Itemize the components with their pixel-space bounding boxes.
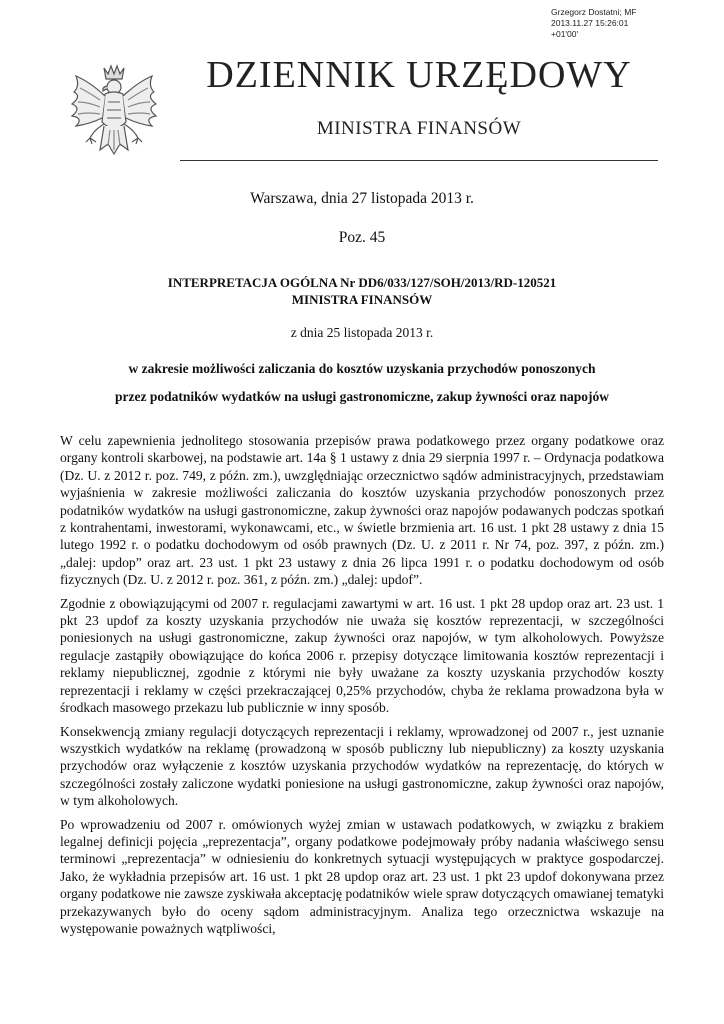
interpretation-date: z dnia 25 listopada 2013 r. [290, 325, 434, 340]
subject-line-2: przez podatników wydatków na usługi gastronomiczne, zakup żywności oraz napojów [114, 389, 610, 404]
body-paragraph: Zgodnie z obowiązującymi od 2007 r. regulacjami zawartymi w art. 16 ust. 1 pkt 28 updop oraz art. 23 ust. 1 pkt 23 updof za koszty uzyskania przychodów nie uważa się kosztów reprezentacji, w szczególności poniesionych na usługi gastronomiczne, zakup żywności oraz napojów, w tym alkoholowych. Powyższe regulacje zastąpiły obowiązujące do końca 2006 r. przepisy dotyczące limitowania kosztów reprezentacji i reklamy niepublicznej, zgodnie z którymi nie były uważane za koszty uzyskania przychodów koszty reprezentacji i reklamy w części przekraczającej 0,25% przychodów, chyba że reklama prowadzona była w środkach masowego przekazu lub publicznie w inny sposób. [60, 595, 664, 716]
body-paragraph: W celu zapewnienia jednolitego stosowania przepisów prawa podatkowego przez organy podatkowe oraz organy kontroli skarbowej, na podstawie art. 14a § 1 ustawy z dnia 29 sierpnia 1997 r. – Ordynacja podatkowa (Dz. U. z 2012 r. poz. 749, z późn. zm.), uwzględniając orzecznictwo sądów administracyjnych, przedstawiam wyjaśnienia w zakresie możliwości zaliczania do kosztów uzyskania przychodów ponoszonych przez podatników wydatków na usługi gastronomiczne, zakup żywności oraz napojów podawanych podczas spotkań z kontrahentami, inwestorami, wykonawcami, etc., w świetle brzmienia art. 16 ust. 1 pkt 28 ustawy z dnia 15 lutego 1992 r. o podatku dochodowym od osób prawnych (Dz. U. z 2011 r. Nr 74, poz. 397, z późn. zm.) „dalej: updop” oraz art. 23 ust. 1 pkt 23 ustawy z dnia 26 lipca 1991 r. o podatku dochodowym od osób fizycznych (Dz. U. z 2012 r. poz. 361, z późn. zm.) „dalej: updof”. [60, 433, 664, 588]
journal-subtitle: MINISTRA FINANSÓW [316, 118, 522, 139]
subject-line-1: w zakresie możliwości zaliczania do kosztów uzyskania przychodów ponoszonych [128, 361, 596, 376]
digital-signature-stamp [551, 7, 637, 40]
body-paragraph: Konsekwencją zmiany regulacji dotyczących reprezentacji i reklamy, wprowadzonej od 2007 r., jest uznanie wszystkich wydatków na reklamę (prowadzoną w sposób publiczny lub niepubliczny) za koszty uzyskania przychodów oraz wyłączenie z kosztów uzyskania przychodów wydatków na reprezentację, do których w szczególności zostały zaliczone wydatki poniesione na usługi gastronomiczne, zakup żywności oraz napojów, w tym alkoholowych. [60, 723, 664, 809]
document-body [60, 432, 664, 943]
place-and-date: Warszawa, dnia 27 listopada 2013 r. [250, 190, 474, 207]
interpretation-title [60, 274, 664, 308]
signature-timestamp: 2013.11.27 15:26:01 [551, 18, 629, 28]
body-paragraph: Po wprowadzeniu od 2007 r. omówionych wyżej zmian w ustawach podatkowych, w związku z brakiem legalnej definicji pojęcia „reprezentacja”, organy podatkowe podejmowały próby nadania właściwego sensu terminowi „reprezentacja” w odniesieniu do konkretnych sytuacji występujących w praktyce gospodarczej. Jako, że wykładnia przepisów art. 16 ust. 1 pkt 28 updop oraz art. 23 ust. 1 pkt 23 updof dokonywana przez organy podatkowe nie zawsze zyskiwała akceptację podatników wiele spraw dotyczących omawianej tematyki przekazywanych było do oceny sądom administracyjnym. Analiza tego orzecznictwa wskazuje na występowanie poważnych wątpliwości, [60, 816, 664, 936]
header-divider [180, 160, 658, 161]
position-number: Poz. 45 [338, 229, 386, 246]
signature-timezone: +01'00' [551, 29, 579, 39]
interpretation-title-line2: MINISTRA FINANSÓW [291, 292, 433, 307]
signature-signer: Grzegorz Dostatni; MF [551, 7, 637, 17]
journal-title: DZIENNIK URZĘDOWY [206, 54, 632, 96]
polish-eagle-emblem-icon [60, 62, 168, 166]
interpretation-title-line1: INTERPRETACJA OGÓLNA Nr DD6/033/127/SOH/2013/RD-120521 [167, 275, 557, 290]
